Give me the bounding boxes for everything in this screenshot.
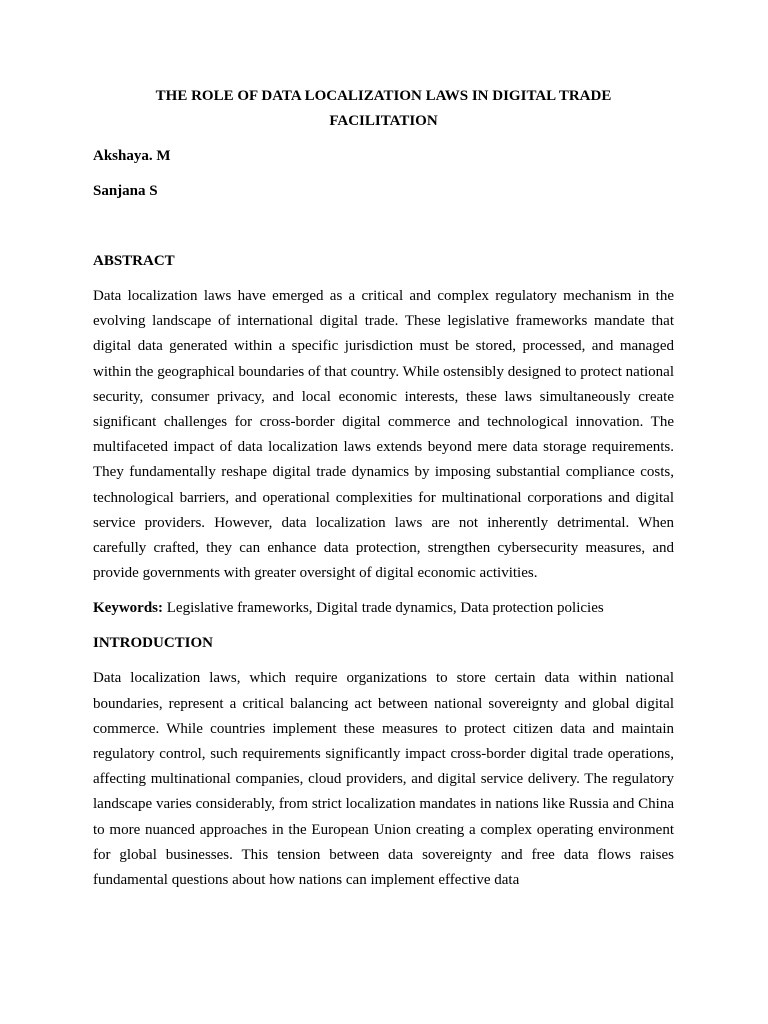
keywords-text: Legislative frameworks, Digital trade dynamics, Data protection policies bbox=[163, 600, 604, 617]
document-page bbox=[93, 84, 674, 893]
keywords-label: Keywords: bbox=[93, 600, 163, 617]
keywords-line bbox=[93, 596, 674, 621]
introduction-heading: INTRODUCTION bbox=[93, 635, 214, 652]
abstract-text: Data localization laws have emerged as a critical and complex regulatory mechanism in the evolving landscape of international digital trade. These legislative frameworks mandate that digital data generated within a specific jurisdiction must be stored, processed, and managed within the geographical boundaries of that country. While ostensibly designed to protect national security, consumer privacy, and local economic interests, these laws simultaneously create significant challenges for cross-border digital commerce and technological innovation. The multifaceted impact of data localization laws extends beyond mere data storage requirements. They fundamentally reshape digital trade dynamics by imposing substantial compliance costs, technological barriers, and operational complexities for multinational corporations and digital service providers. However, data localization laws are not inherently detrimental. When carefully crafted, they can enhance data protection, strengthen cybersecurity measures, and provide governments with greater oversight of digital economic activities. bbox=[93, 288, 674, 582]
abstract-heading: ABSTRACT bbox=[93, 253, 175, 269]
author-name: Sanjana S bbox=[93, 183, 158, 199]
author-name: Akshaya. M bbox=[93, 148, 171, 164]
paper-title: THE ROLE OF DATA LOCALIZATION LAWS IN DIGITAL TRADE FACILITATION bbox=[155, 88, 612, 129]
introduction-text: Data localization laws, which require organizations to store certain data within national boundaries, represent a critical balancing act between national sovereignty and global digital commerce. While countries implement these measures to protect citizen data and maintain regulatory control, such requirements significantly impact cross-border digital trade operations, affecting multinational companies, cloud providers, and digital service delivery. The regulatory landscape varies considerably, from strict localization mandates in nations like Russia and China to more nuanced approaches in the European Union creating a complex operating environment for global businesses. This tension between data sovereignty and free data flows raises fundamental questions about how nations can implement effective data bbox=[93, 670, 674, 889]
